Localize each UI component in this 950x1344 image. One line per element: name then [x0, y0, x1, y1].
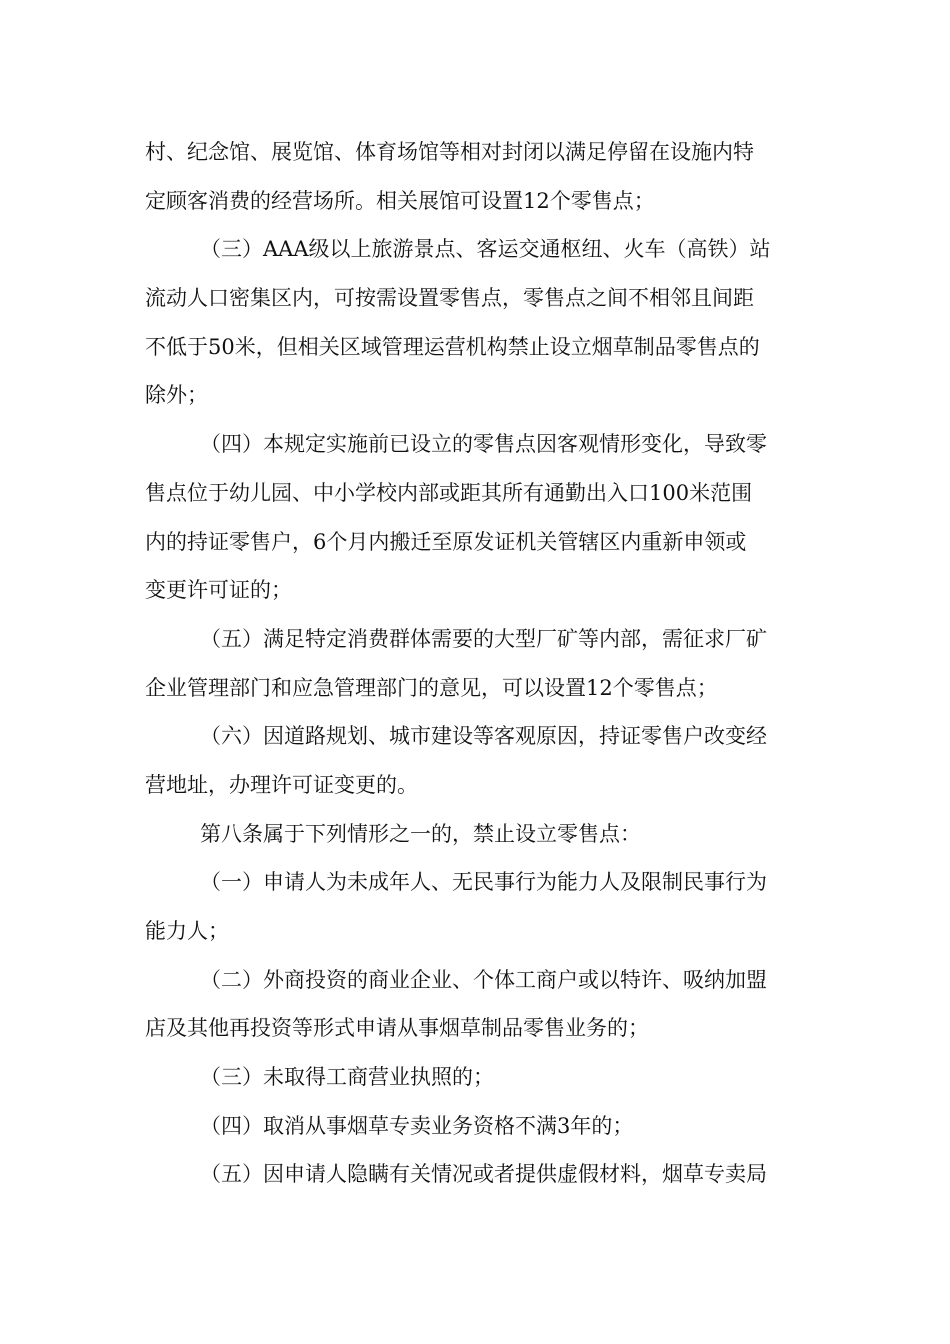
text-line: 店及其他再投资等形式申请从事烟草制品零售业务的；	[145, 1016, 649, 1041]
text-line: 村、纪念馆、展览馆、体育场馆等相对封闭以满足停留在设施内特	[145, 140, 754, 164]
text-line: 除外；	[145, 383, 208, 408]
text-line: （五）满足特定消费群体需要的大型厂矿等内部，需征求厂矿	[200, 626, 767, 651]
text-line: 内的持证零售户，6个月内搬迁至原发证机关管辖区内重新申领或	[145, 529, 747, 554]
text-line: （一）申请人为未成年人、无民事行为能力人及限制民事行为	[200, 870, 767, 895]
text-line: 售点位于幼儿园、中小学校内部或距其所有通勤出入口100米范围	[145, 480, 753, 505]
text-line: 第八条属于下列情形之一的，禁止设立零售点：	[200, 821, 641, 846]
text-line: （三）未取得工商营业执照的；	[200, 1065, 494, 1090]
text-line: （四）取消从事烟草专卖业务资格不满3年的；	[200, 1113, 634, 1138]
text-line: 能力人；	[145, 919, 229, 943]
text-line: （五）因申请人隐瞒有关情况或者提供虚假材料，烟草专卖局	[200, 1162, 767, 1187]
document-body	[145, 128, 810, 1199]
text-line: （六）因道路规划、城市建设等客观原因，持证零售户改变经	[200, 724, 767, 749]
text-line: 营地址，办理许可证变更的。	[145, 772, 418, 797]
text-line: （三）AAA级以上旅游景点、客运交通枢纽、火车（高铁）站	[200, 237, 771, 262]
text-line: 定顾客消费的经营场所。相关展馆可设置12个零售点；	[145, 188, 655, 213]
text-line: 不低于50米，但相关区域管理运营机构禁止设立烟草制品零售点的	[145, 334, 760, 359]
text-line: 企业管理部门和应急管理部门的意见，可以设置12个零售点；	[145, 675, 718, 700]
text-line: 流动人口密集区内，可按需设置零售点，零售点之间不相邻且间距	[145, 286, 754, 311]
text-line: （二）外商投资的商业企业、个体工商户或以特许、吸纳加盟	[200, 967, 767, 992]
text-line: （四）本规定实施前已设立的零售点因客观情形变化，导致零	[200, 432, 767, 457]
text-line: 变更许可证的；	[145, 578, 292, 603]
